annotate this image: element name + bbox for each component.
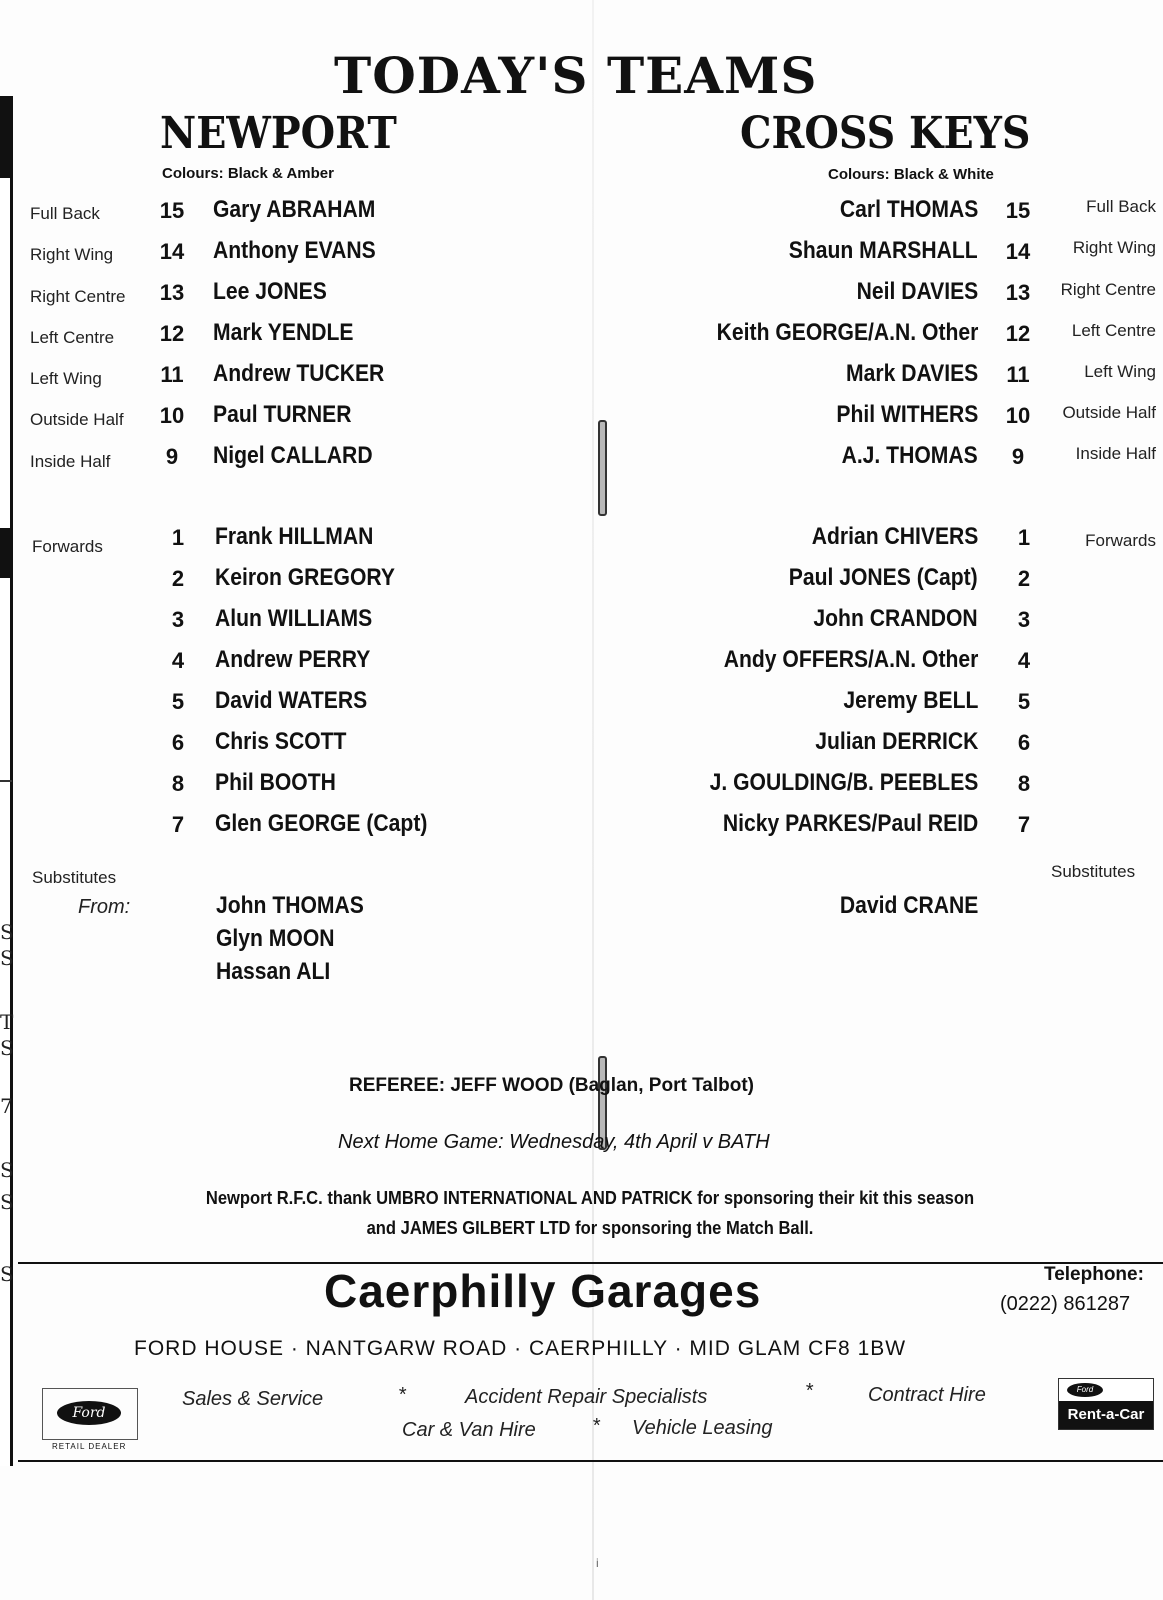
advert-company-name: Caerphilly Garages <box>324 1265 762 1317</box>
home-player-name: Alun WILLIAMS <box>215 605 373 632</box>
advert-separator: * <box>805 1380 813 1402</box>
home-player-name: Keiron GREGORY <box>215 564 395 591</box>
away-position-label: Right Wing <box>1072 238 1156 257</box>
home-player-name: Phil BOOTH <box>215 769 336 796</box>
advert-separator: * <box>592 1415 600 1437</box>
away-position-label: Left Centre <box>1071 321 1156 340</box>
page-mark: i <box>596 1556 599 1570</box>
away-shirt-number: 5 <box>1017 689 1031 714</box>
away-shirt-number: 3 <box>1017 607 1031 632</box>
edge-letter: S <box>0 946 14 970</box>
away-shirt-number: 15 <box>1005 198 1031 223</box>
home-player-name: Andrew PERRY <box>215 646 371 673</box>
advert-bottom-rule <box>18 1460 1163 1462</box>
away-shirt-number: 12 <box>1005 321 1031 346</box>
away-shirt-number: 11 <box>1006 362 1030 387</box>
away-substitute: David CRANE <box>839 892 978 919</box>
sponsor-thanks: Newport R.F.C. thank UMBRO INTERNATIONAL AND PATRICK for sponsoring their kit this season <box>205 1188 975 1208</box>
away-shirt-number: 4 <box>1017 648 1031 673</box>
page-title: TODAY'S TEAMS <box>334 46 818 105</box>
away-position-label: Left Wing <box>1084 362 1156 381</box>
away-shirt-number: 14 <box>1005 239 1031 264</box>
away-shirt-number: 13 <box>1005 280 1031 305</box>
advert-service: Car & Van Hire <box>402 1419 536 1441</box>
edge-letter: S <box>0 1190 14 1214</box>
edge-letter: T <box>0 1010 14 1034</box>
home-substitutes-from: From: <box>78 896 131 918</box>
away-player-name: Andy OFFERS/A.N. Other <box>723 646 978 673</box>
away-substitutes-label: Substitutes <box>1051 862 1136 881</box>
away-team-colours: Colours: Black & White <box>828 166 994 183</box>
away-shirt-number: 8 <box>1017 771 1031 796</box>
sponsor-thanks: and JAMES GILBERT LTD for sponsoring the Match Ball. <box>366 1218 814 1238</box>
home-shirt-number: 15 <box>159 198 185 223</box>
away-player-name: Mark DAVIES <box>845 360 978 387</box>
home-player-name: Andrew TUCKER <box>213 360 385 387</box>
home-player-name: David WATERS <box>215 687 368 714</box>
edge-letter: S <box>0 920 14 944</box>
away-shirt-number: 9 <box>1011 444 1025 469</box>
home-player-name: Mark YENDLE <box>213 319 354 346</box>
home-position-label: Right Centre <box>30 287 126 306</box>
away-shirt-number: 10 <box>1005 403 1031 428</box>
home-player-name: Nigel CALLARD <box>213 442 373 469</box>
away-position-label: Right Centre <box>1060 280 1156 299</box>
ford-dealer-logo <box>42 1388 138 1440</box>
away-player-name: Julian DERRICK <box>814 728 978 755</box>
rent-a-car-label: Rent-a-Car <box>1059 1401 1153 1429</box>
left-edge-dark-block <box>0 96 10 178</box>
advert-service: Vehicle Leasing <box>632 1417 773 1439</box>
rent-a-car-logo <box>1058 1378 1154 1430</box>
staple <box>598 420 607 516</box>
home-player-name: Chris SCOTT <box>215 728 347 755</box>
referee-line: REFEREE: JEFF WOOD (Baglan, Port Talbot) <box>349 1075 754 1096</box>
home-shirt-number: 1 <box>171 525 185 550</box>
home-position-label: Right Wing <box>30 245 114 264</box>
home-shirt-number: 6 <box>171 730 185 755</box>
home-forwards-label: Forwards <box>32 537 103 556</box>
home-substitute: Glyn MOON <box>216 925 335 952</box>
home-shirt-number: 7 <box>171 812 185 837</box>
advert-telephone: (0222) 861287 <box>1000 1293 1131 1315</box>
away-shirt-number: 6 <box>1017 730 1031 755</box>
home-position-label: Left Wing <box>30 369 102 388</box>
home-position-label: Outside Half <box>30 410 124 429</box>
home-shirt-number: 5 <box>171 689 185 714</box>
home-player-name: Glen GEORGE (Capt) <box>215 810 428 837</box>
edge-letter: 7 <box>0 1094 13 1118</box>
edge-letter: S <box>0 1262 14 1286</box>
home-shirt-number: 2 <box>171 566 185 591</box>
left-edge-dark-block <box>0 528 10 578</box>
next-home-game: Next Home Game: Wednesday, 4th April v BATH <box>338 1131 770 1153</box>
away-shirt-number: 7 <box>1017 812 1031 837</box>
away-player-name: Jeremy BELL <box>843 687 978 714</box>
home-shirt-number: 11 <box>160 362 184 387</box>
away-player-name: Keith GEORGE/A.N. Other <box>716 319 978 346</box>
home-shirt-number: 9 <box>165 444 179 469</box>
away-player-name: Phil WITHERS <box>836 401 978 428</box>
away-player-name: John CRANDON <box>813 605 978 632</box>
home-shirt-number: 3 <box>171 607 185 632</box>
home-player-name: Gary ABRAHAM <box>213 196 376 223</box>
advert-telephone-label: Telephone: <box>1044 1264 1144 1285</box>
home-position-label: Full Back <box>30 204 100 223</box>
away-player-name: J. GOULDING/B. PEEBLES <box>709 769 978 796</box>
home-substitute: John THOMAS <box>216 892 364 919</box>
away-position-label: Outside Half <box>1062 403 1156 422</box>
home-position-label: Inside Half <box>30 452 111 471</box>
away-shirt-number: 1 <box>1017 525 1031 550</box>
ford-oval-icon: Ford <box>1067 1383 1103 1397</box>
away-position-label: Inside Half <box>1075 444 1156 463</box>
home-shirt-number: 12 <box>159 321 185 346</box>
home-shirt-number: 8 <box>171 771 185 796</box>
home-player-name: Frank HILLMAN <box>215 523 374 550</box>
home-player-name: Lee JONES <box>213 278 327 305</box>
away-player-name: Neil DAVIES <box>856 278 978 305</box>
left-edge-rule <box>0 780 12 782</box>
away-player-name: A.J. THOMAS <box>841 442 978 469</box>
home-player-name: Paul TURNER <box>213 401 352 428</box>
advert-separator: * <box>398 1384 406 1406</box>
away-player-name: Shaun MARSHALL <box>789 237 978 264</box>
away-shirt-number: 2 <box>1017 566 1031 591</box>
away-player-name: Carl THOMAS <box>839 196 978 223</box>
home-team-name: NEWPORT <box>160 108 397 159</box>
ford-oval-icon: Ford <box>57 1401 121 1425</box>
home-shirt-number: 14 <box>159 239 185 264</box>
home-shirt-number: 4 <box>171 648 185 673</box>
home-player-name: Anthony EVANS <box>213 237 376 264</box>
home-shirt-number: 13 <box>159 280 185 305</box>
away-position-label: Full Back <box>1086 197 1156 216</box>
ford-dealer-caption: RETAIL DEALER <box>52 1442 127 1451</box>
advert-service: Contract Hire <box>868 1384 986 1406</box>
advert-address: FORD HOUSE · NANTGARW ROAD · CAERPHILLY · MID GLAM CF8 1BW <box>134 1337 907 1360</box>
away-player-name: Adrian CHIVERS <box>811 523 978 550</box>
edge-letter: S <box>0 1036 14 1060</box>
away-team-name: CROSS KEYS <box>740 108 1031 159</box>
advert-service: Accident Repair Specialists <box>465 1386 708 1408</box>
edge-letter: S <box>0 1158 14 1182</box>
home-position-label: Left Centre <box>30 328 115 347</box>
away-forwards-label: Forwards <box>1085 531 1156 550</box>
home-team-colours: Colours: Black & Amber <box>162 165 334 182</box>
home-substitute: Hassan ALI <box>216 958 331 985</box>
away-player-name: Nicky PARKES/Paul REID <box>722 810 978 837</box>
advert-service: Sales & Service <box>182 1388 324 1410</box>
home-substitutes-label: Substitutes <box>32 868 117 887</box>
home-shirt-number: 10 <box>159 403 185 428</box>
away-player-name: Paul JONES (Capt) <box>789 564 978 591</box>
